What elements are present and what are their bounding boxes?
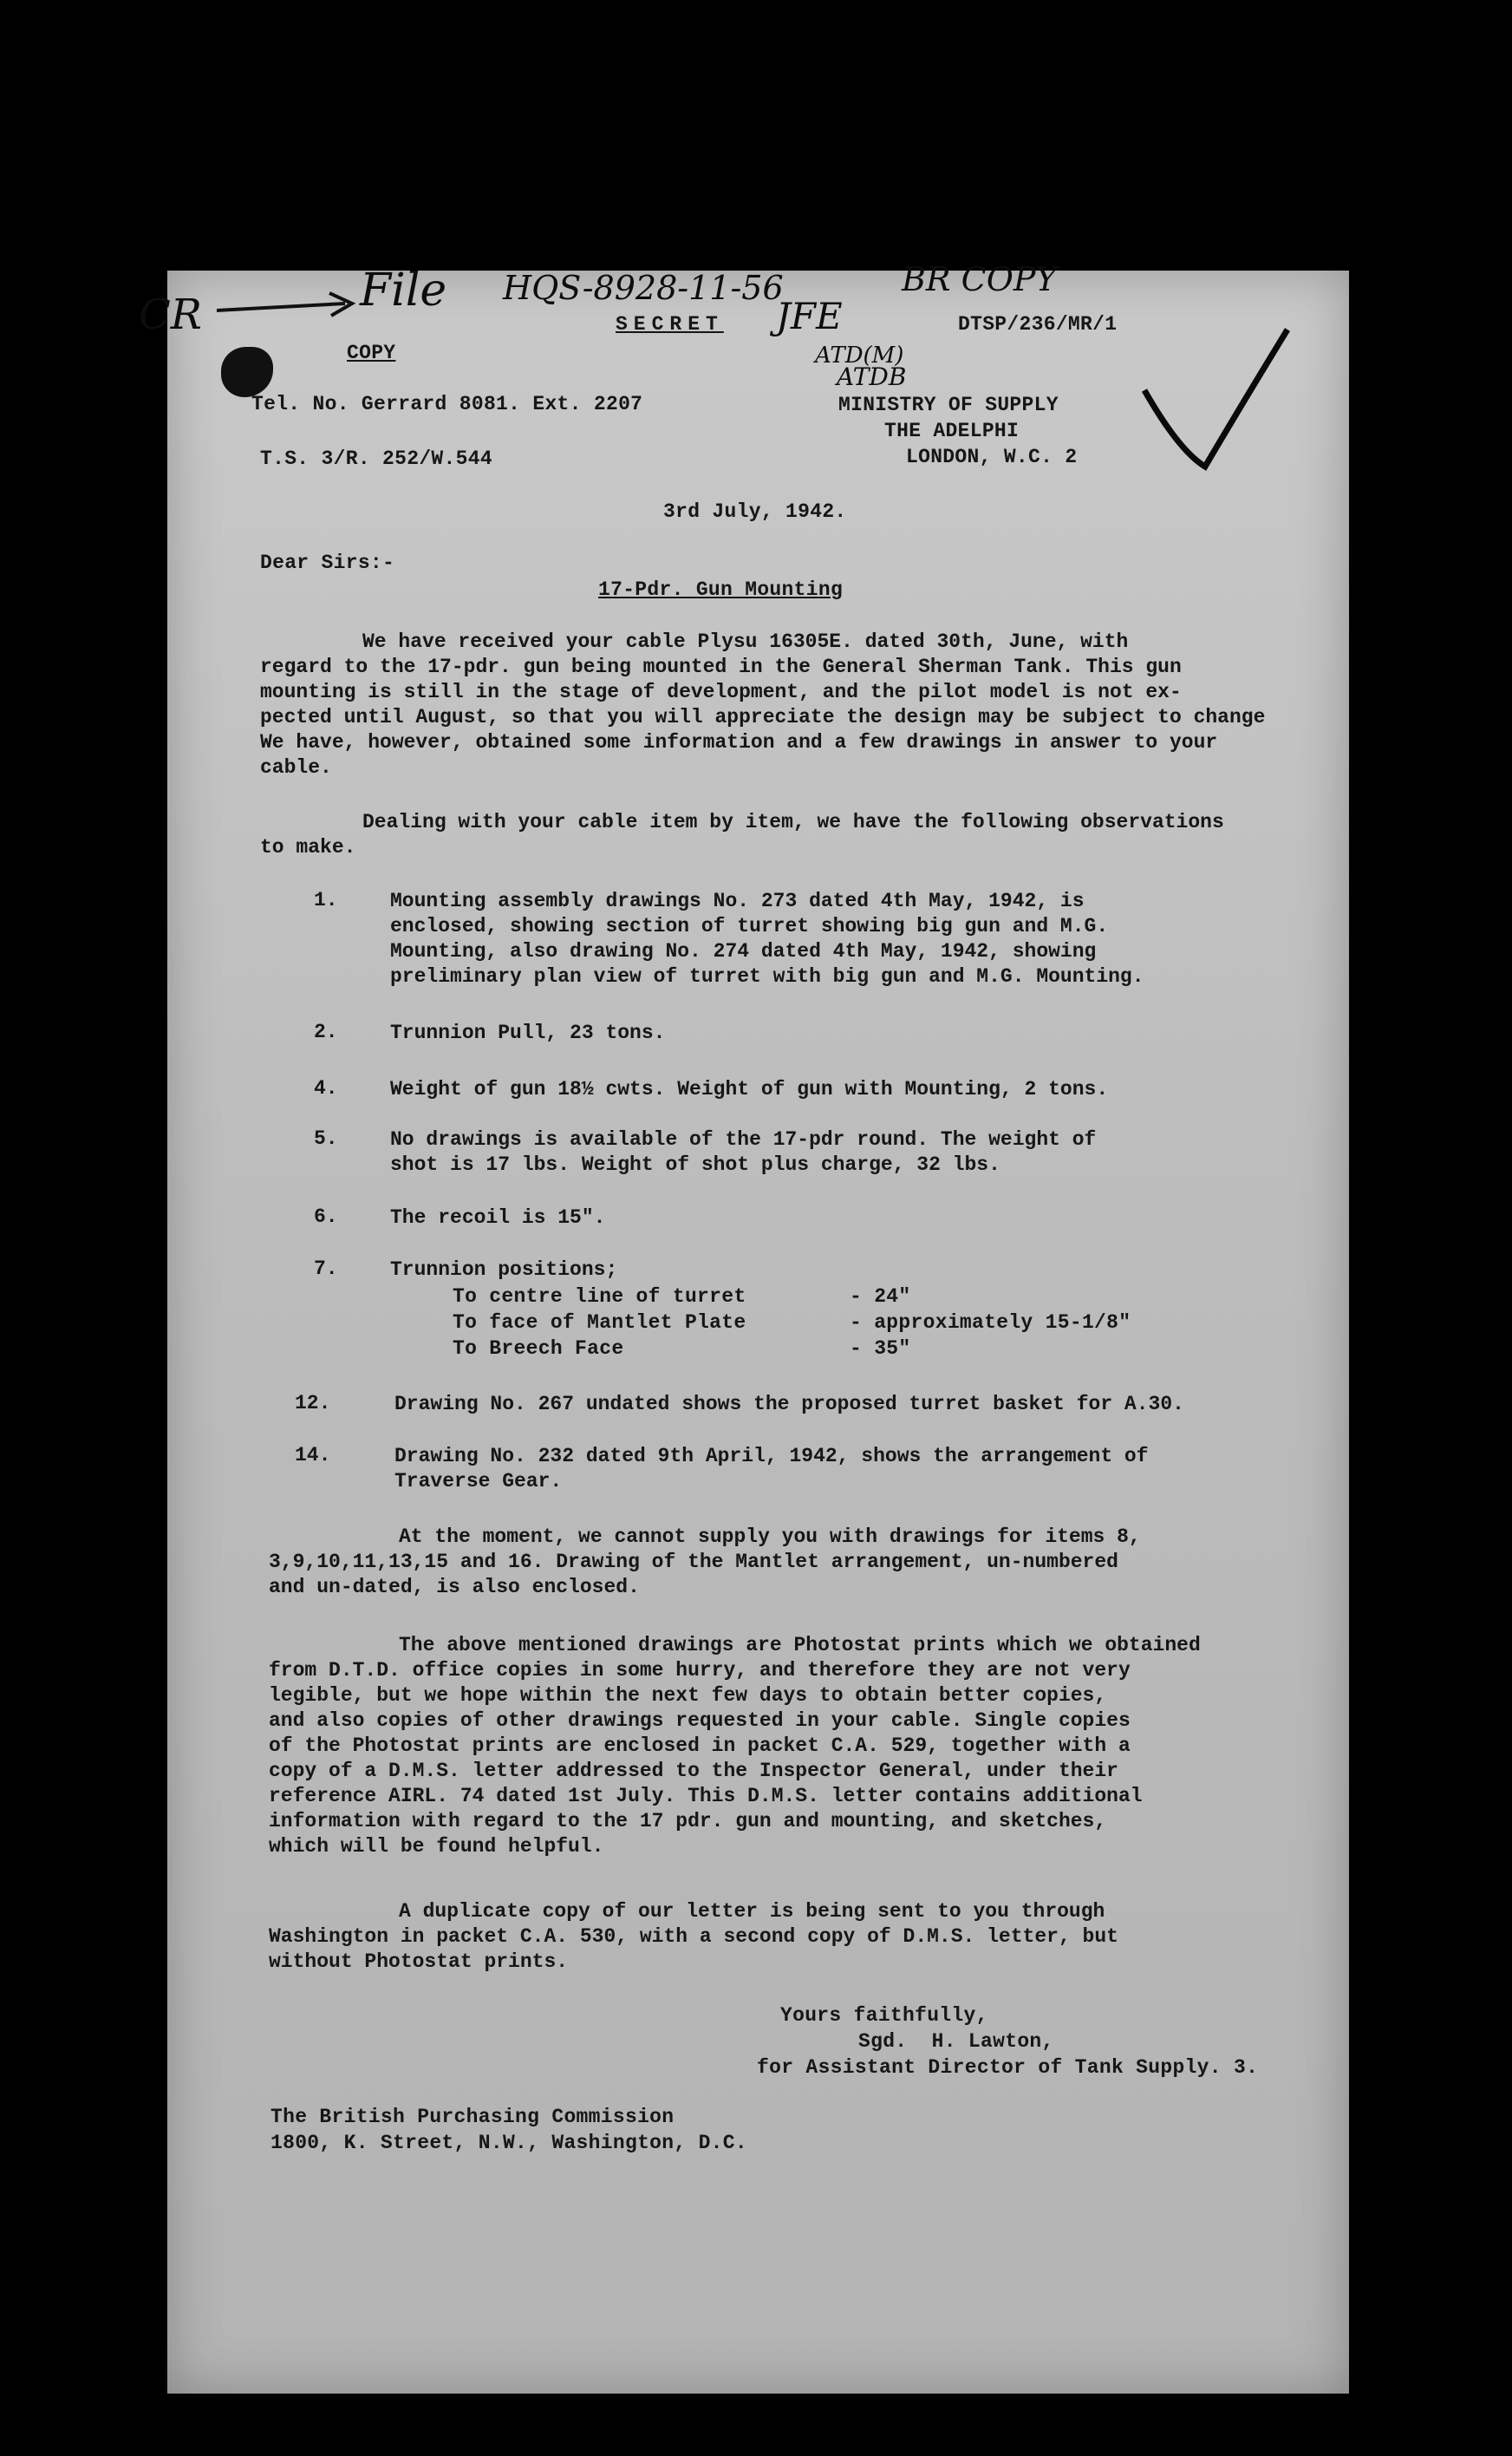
addressee-line-2: 1800, K. Street, N.W., Washington, D.C.: [270, 2132, 747, 2154]
handwritten-ref: HQS-8928-11-56: [503, 269, 784, 307]
item-number: 7.: [314, 1257, 338, 1280]
ministry-line-1: MINISTRY OF SUPPLY: [838, 394, 1059, 416]
item-text: Mounting assembly drawings No. 273 dated 4th May, 1942, is enclosed, showing section of turret showing big gun and M.G. Mounting, also drawing No. 274 dated 4th May, 1942, showing preliminary plan view of turret with big gun and M.G. Mounting.: [390, 890, 1144, 988]
item-number: 5.: [314, 1127, 338, 1150]
ministry-line-3: LONDON, W.C. 2: [906, 446, 1078, 468]
trunnion-label: To Breech Face: [453, 1337, 624, 1360]
item-number: 6.: [314, 1205, 338, 1228]
item-text: Trunnion Pull, 23 tons.: [390, 1022, 666, 1044]
paragraph-moment: At the moment, we cannot supply you with drawings for items 8, 3,9,10,11,13,15 and 16. Drawing of the Mantlet arrangement, un-numbered and un-dated, is also enclosed.: [269, 1525, 1141, 1598]
item-number: 12.: [295, 1392, 331, 1414]
signature: Sgd. H. Lawton,: [858, 2030, 1054, 2053]
item-text: No drawings is available of the 17-pdr round. The weight of shot is 17 lbs. Weight of shot plus charge, 32 lbs.: [390, 1128, 1097, 1176]
item-text: Drawing No. 232 dated 9th April, 1942, shows the arrangement of Traverse Gear.: [394, 1445, 1149, 1493]
trunnion-label: To face of Mantlet Plate: [453, 1311, 746, 1334]
handwritten-copy: BR COPY: [902, 260, 1058, 298]
paragraph-cable: We have received your cable Plysu 16305E. dated 30th, June, with regard to the 17-pdr. gun being mounted in the General Sherman Tank. This gun mounting is still in the stage of development, and the pilot model is not ex- pected until August, so that you will appreciate the design may be subject to change We have, however, obtained some information and a few drawings in answer to your cable.: [260, 630, 1266, 779]
salutation: Dear Sirs:-: [260, 552, 395, 574]
item-text: Weight of gun 18½ cwts. Weight of gun with Mounting, 2 tons.: [390, 1078, 1109, 1101]
letter-date: 3rd July, 1942.: [663, 500, 847, 523]
handwritten-file: File: [360, 265, 447, 317]
item-number: 4.: [314, 1077, 338, 1100]
item-number: 1.: [314, 889, 338, 911]
ministry-line-2: THE ADELPHI: [884, 420, 1020, 442]
item-text: Drawing No. 267 undated shows the proposed turret basket for A.30.: [394, 1393, 1184, 1415]
trunnion-value: - 35": [850, 1337, 911, 1360]
paragraph-dealing: Dealing with your cable item by item, we have the following observations to make.: [260, 811, 1224, 859]
item-number: 2.: [314, 1021, 338, 1043]
addressee-line-1: The British Purchasing Commission: [270, 2106, 675, 2128]
signatory-role: for Assistant Director of Tank Supply. 3.: [757, 2056, 1259, 2079]
trunnion-value: - approximately 15-1/8": [850, 1311, 1131, 1334]
reference: DTSP/236/MR/1: [958, 313, 1118, 336]
handwritten-atd: ATD(M): [815, 343, 904, 369]
checkmark-icon: [1136, 321, 1292, 477]
handwritten-cr: CR: [139, 291, 202, 339]
paragraph-duplicate: A duplicate copy of our letter is being sent to you through Washington in packet C.A. 530, with a second copy of D.M.S. letter, but without Photostat prints.: [269, 1900, 1118, 1973]
arrow-icon: [215, 291, 362, 326]
copy-label: COPY: [347, 342, 396, 364]
handwritten-initials: JFE: [776, 295, 843, 337]
item-text: Trunnion positions;: [390, 1258, 618, 1281]
trunnion-label: To centre line of turret: [453, 1285, 746, 1308]
valediction: Yours faithfully,: [780, 2004, 988, 2027]
handwritten-atdb: ATDB: [837, 363, 907, 391]
trunnion-value: - 24": [850, 1285, 911, 1308]
item-number: 14.: [295, 1444, 331, 1466]
item-text: The recoil is 15".: [390, 1206, 606, 1229]
paragraph-photostat: The above mentioned drawings are Photostat prints which we obtained from D.T.D. office copies in some hurry, and therefore they are not very legible, but we hope within the next few days to obtain better copies, and also copies of other drawings requested in your cable. Single copies of the Photostat prints are enclosed in packet C.A. 529, together with a copy of a D.M.S. letter addressed to the Inspector General, under their reference AIRL. 74 dated 1st July. This D.M.S. letter contains additional information with regard to the 17 pdr. gun and mounting, and sketches, which will be found helpful.: [269, 1634, 1201, 1858]
subject: 17-Pdr. Gun Mounting: [598, 578, 844, 601]
classification: SECRET: [616, 313, 724, 336]
telephone: Tel. No. Gerrard 8081. Ext. 2207: [251, 393, 643, 415]
ts-reference: T.S. 3/R. 252/W.544: [260, 447, 492, 470]
